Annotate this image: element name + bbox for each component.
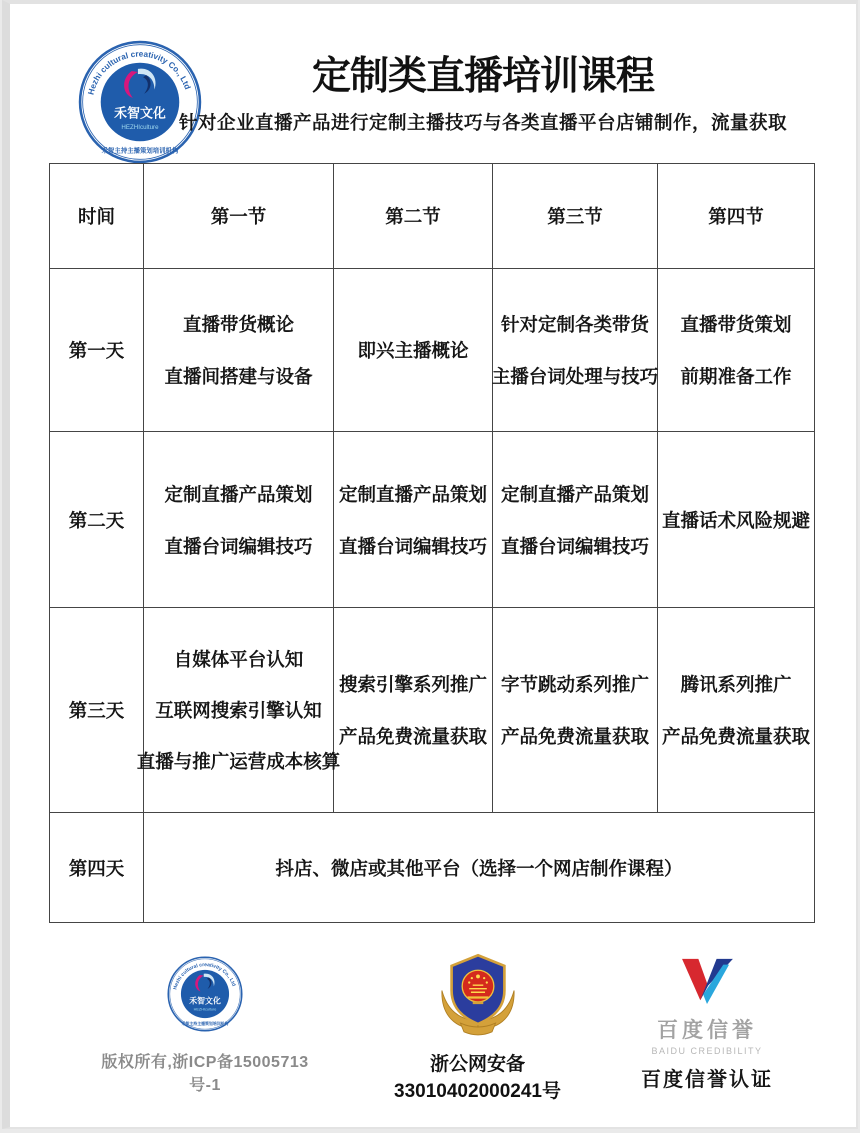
police-record-text: 浙公网安备 33010402000241号 [394,1054,561,1102]
course-cell [144,432,334,608]
header-cell-session1: 第一节 [144,164,334,269]
course-line: 互联网搜索引擎认知 [155,700,322,721]
time-cell: 第二天 [50,432,144,608]
course-cell [334,432,493,608]
icp-record-text: 版权所有,浙ICP备15005713号-1 [101,1054,309,1094]
course-line: 直播话术风险规避 [661,509,810,531]
course-cell [658,269,815,432]
course-cell [334,608,493,813]
course-line: 直播间搭建与设备 [164,366,313,387]
header-cell-session3: 第三节 [493,164,658,269]
footer-police-record [355,950,600,1103]
footer-baidu-credibility [622,957,792,1092]
course-cell [493,608,658,813]
course-line: 腾讯系列推广 [680,674,792,695]
course-line: 前期准备工作 [680,366,792,387]
baidu-credibility-cn: 百度信誉 [657,1019,757,1042]
time-cell: 第三天 [50,608,144,813]
header-cell-time: 时间 [50,164,144,269]
course-line: 主播台词处理与技巧 [491,366,659,387]
course-line: 产品免费流量获取 [338,726,487,747]
hezhi-logo-small-icon [167,956,243,1032]
baidu-credibility-icon [678,957,736,1005]
header [110,54,856,135]
course-line: 直播台词编辑技巧 [164,535,313,557]
footer-copyright [95,956,315,1095]
page-title: 定制类直播培训课程 [311,55,654,98]
course-cell [144,269,334,432]
table-row-day2 [50,432,815,608]
course-line: 产品免费流量获取 [500,726,649,747]
baidu-credibility-en: BAIDU CREDIBILITY [651,1046,763,1056]
course-line: 字节跳动系列推广 [500,674,649,695]
course-line: 定制直播产品策划 [500,483,649,505]
course-cell [658,432,815,608]
course-line: 搜索引擎系列推广 [338,674,487,695]
course-line: 产品免费流量获取 [661,726,810,747]
table-header-row [50,164,815,269]
page-subtitle: 针对企业直播产品进行定制主播技巧与各类直播平台店铺制作，流量获取 [178,111,787,133]
course-cell [493,269,658,432]
course-line: 定制直播产品策划 [164,483,313,505]
table-row-day1 [50,269,815,432]
course-line: 直播带货概论 [182,314,294,335]
course-line: 直播台词编辑技巧 [500,535,649,557]
header-cell-session4: 第四节 [658,164,815,269]
course-cell [493,432,658,608]
course-table [49,163,815,923]
course-cell [136,608,341,813]
course-line: 直播台词编辑技巧 [338,535,487,557]
time-cell: 第一天 [50,269,144,432]
course-line: 直播与推广运营成本核算 [136,751,341,772]
course-cell [658,608,815,813]
baidu-cert-text: 百度信誉认证 [641,1069,773,1091]
course-line: 针对定制各类带货 [500,314,649,335]
time-cell: 第四天 [50,813,144,923]
course-line: 自媒体平台认知 [173,649,304,670]
course-line: 直播带货策划 [680,314,792,335]
course-cell-merged: 抖店、微店或其他平台（选择一个网店制作课程） [144,813,815,923]
course-cell [334,269,493,432]
header-cell-session2: 第二节 [334,164,493,269]
police-badge-icon [434,950,522,1038]
table-row-day4 [50,813,815,923]
course-line: 即兴主播概论 [357,340,469,361]
document-page [2,0,858,1129]
table-row-day3 [50,608,815,813]
course-line: 定制直播产品策划 [338,483,487,505]
